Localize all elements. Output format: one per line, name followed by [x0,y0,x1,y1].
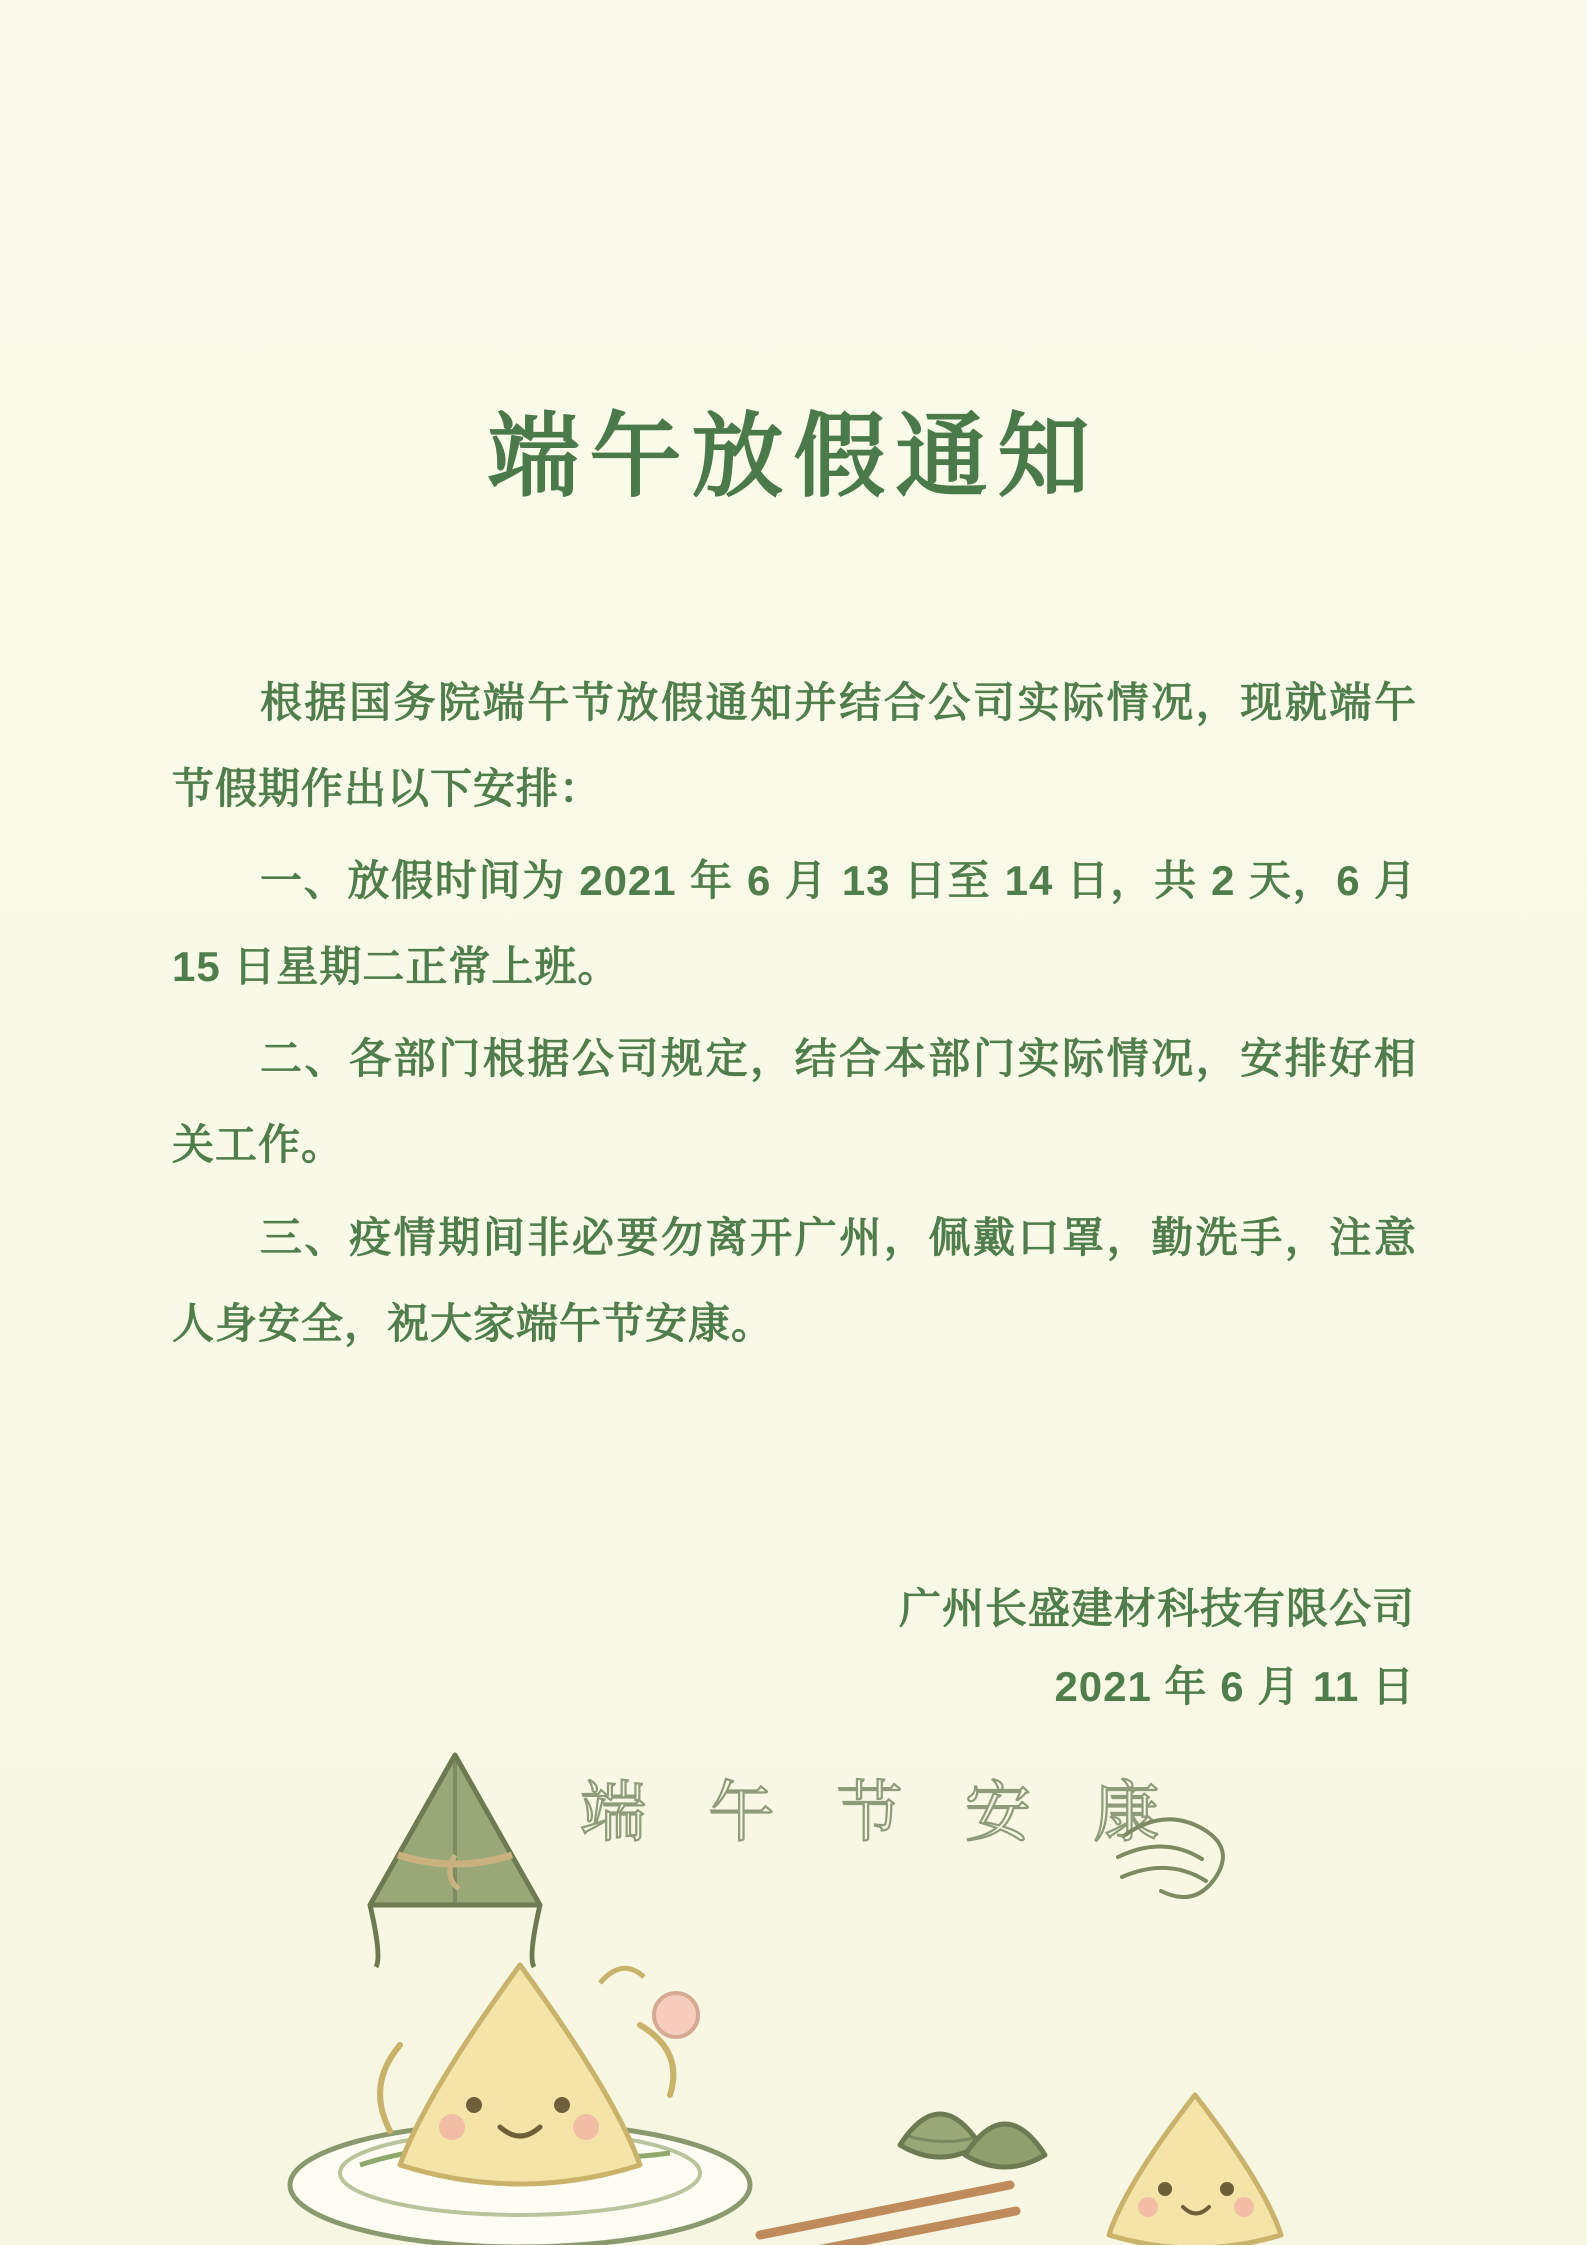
chopsticks-icon [760,2185,1016,2245]
notice-paragraph-item-1: 一、放假时间为 2021 年 6 月 13 日至 14 日，共 2 天，6 月 15 日星期二正常上班。 [172,857,1417,991]
signature-block [899,1570,1415,1725]
zongzi-illustration [0,1715,1587,2245]
page-title: 端午放假通知 [487,405,1100,508]
mini-zongzi-icon [1109,2095,1281,2245]
signature-company: 广州长盛建材科技有限公司 [898,1585,1415,1632]
small-zongzi-pair-icon [900,2114,1045,2167]
signature-date: 2021 年 6 月 11 日 [1054,1662,1415,1710]
notice-paragraph-intro: 根据国务院端午节放假通知并结合公司实际情况，现就端午节假期作出以下安排： [172,679,1417,813]
notice-paragraph-item-2: 二、各部门根据公司规定，结合本部门实际情况，安排好相关工作。 [172,1035,1417,1169]
notice-paragraph-item-3: 三、疫情期间非必要勿离开广州，佩戴口罩，勤洗手，注意人身安全，祝大家端午节安康。 [172,1213,1417,1347]
plated-zongzi-icon [290,1965,750,2245]
notice-body [172,660,1417,1373]
standing-zongzi-icon [370,1755,540,1967]
illustration-greeting-text: 端 午 节 安 康 [580,1775,1182,1849]
